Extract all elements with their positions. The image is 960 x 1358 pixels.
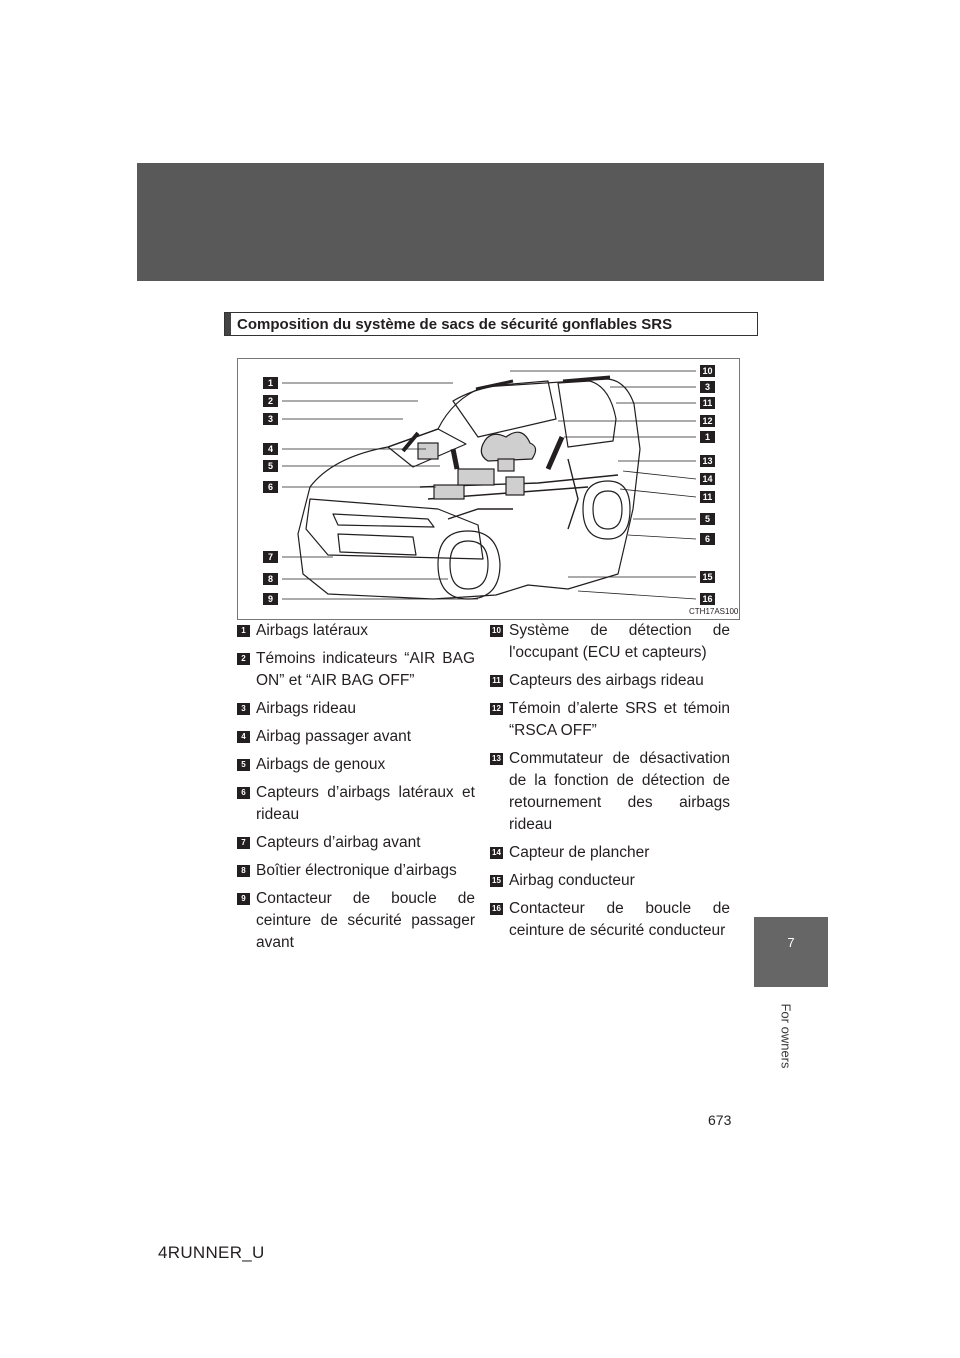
chapter-tab[interactable]: [754, 917, 828, 987]
legend-item: [490, 898, 730, 942]
legend-text: Airbag passager avant: [256, 728, 412, 745]
legend-badge: 11: [490, 675, 503, 687]
callout-left-3: 3: [263, 413, 278, 425]
callout-right-12: 16: [700, 593, 715, 605]
legend-badge: 15: [490, 875, 503, 887]
callout-right-11: 15: [700, 571, 715, 583]
legend-text: Système de détection de l'occupant (ECU et capteurs): [509, 622, 730, 661]
legend-text: Contacteur de boucle de ceinture de sécurité passager avant: [256, 890, 475, 951]
legend-badge: 16: [490, 903, 503, 915]
callout-right-3: 11: [700, 397, 715, 409]
legend-text: Capteurs d’airbag avant: [256, 834, 421, 851]
callout-right-9: 5: [700, 513, 715, 525]
legend-item: [490, 620, 730, 664]
legend-item: [490, 670, 730, 692]
legend-badge: 9: [237, 893, 250, 905]
legend-badge: 1: [237, 625, 250, 637]
legend-badge: 4: [237, 731, 250, 743]
legend-badge: 5: [237, 759, 250, 771]
callout-right-4: 12: [700, 415, 715, 427]
legend-item: [237, 726, 475, 748]
legend-text: Capteurs d’airbags latéraux et rideau: [256, 784, 475, 823]
callout-left-5: 5: [263, 460, 278, 472]
legend-badge: 13: [490, 753, 503, 765]
legend-badge: 3: [237, 703, 250, 715]
legend-text: Capteur de plancher: [509, 844, 650, 861]
page-number: 673: [708, 1112, 732, 1128]
legend-badge: 7: [237, 837, 250, 849]
airbag-diagram: [237, 358, 740, 620]
legend-item: [237, 782, 475, 826]
chapter-label: [768, 992, 804, 1080]
legend-text: Airbags de genoux: [256, 756, 386, 773]
callout-right-6: 13: [700, 455, 715, 467]
legend-text: Commutateur de désactivation de la fonction de détection de retournement des airbags rideau: [509, 750, 730, 833]
section-heading-bar: [225, 313, 231, 335]
legend-text: Airbags latéraux: [256, 622, 369, 639]
legend-item: [237, 832, 475, 854]
legend-badge: 8: [237, 865, 250, 877]
chapter-number: 7: [787, 935, 795, 950]
legend-item: [237, 860, 475, 882]
callout-left-2: 2: [263, 395, 278, 407]
chapter-label-text: For owners: [778, 1003, 794, 1069]
legend-badge: 14: [490, 847, 503, 859]
callout-right-10: 6: [700, 533, 715, 545]
callout-right-2: 3: [700, 381, 715, 393]
legend-text: Contacteur de boucle de ceinture de sécurité conducteur: [509, 900, 730, 939]
legend-list-left: [237, 620, 475, 960]
callout-right-1: 10: [700, 365, 715, 377]
vehicle-illustration: [238, 359, 740, 620]
footer-code: 4RUNNER_U: [158, 1243, 265, 1262]
callout-left-7: 7: [263, 551, 278, 563]
callout-left-9: 9: [263, 593, 278, 605]
callout-right-5: 1: [700, 431, 715, 443]
chapter-header-band: [137, 163, 824, 281]
legend-text: Airbags rideau: [256, 700, 356, 717]
legend-badge: 6: [237, 787, 250, 799]
legend-text: Témoins indicateurs “AIR BAG ON” et “AIR BAG OFF”: [256, 650, 475, 689]
callout-right-8: 11: [700, 491, 715, 503]
callout-right-7: 14: [700, 473, 715, 485]
legend-item: [237, 648, 475, 692]
legend-badge: 2: [237, 653, 250, 665]
legend-text: Capteurs des airbags rideau: [509, 672, 704, 689]
legend-item: [490, 748, 730, 836]
legend-badge: 10: [490, 625, 503, 637]
legend-badge: 12: [490, 703, 503, 715]
callout-left-8: 8: [263, 573, 278, 585]
callout-left-1: 1: [263, 377, 278, 389]
legend-item: [490, 842, 730, 864]
legend-text: Boîtier électronique d’airbags: [256, 862, 457, 879]
section-title: Composition du système de sacs de sécurité gonflables SRS: [237, 316, 673, 333]
callout-left-6: 6: [263, 481, 278, 493]
section-heading-box: [224, 312, 758, 336]
legend-item: [237, 620, 475, 642]
figure-code: CTH17AS100: [689, 607, 739, 616]
legend-text: Témoin d’alerte SRS et témoin “RSCA OFF”: [509, 700, 730, 739]
legend-item: [237, 754, 475, 776]
legend-item: [490, 870, 730, 892]
legend-text: Airbag conducteur: [509, 872, 635, 889]
legend-item: [490, 698, 730, 742]
legend-item: [237, 698, 475, 720]
callout-left-4: 4: [263, 443, 278, 455]
legend-list-right: [490, 620, 730, 948]
legend-item: [237, 888, 475, 954]
